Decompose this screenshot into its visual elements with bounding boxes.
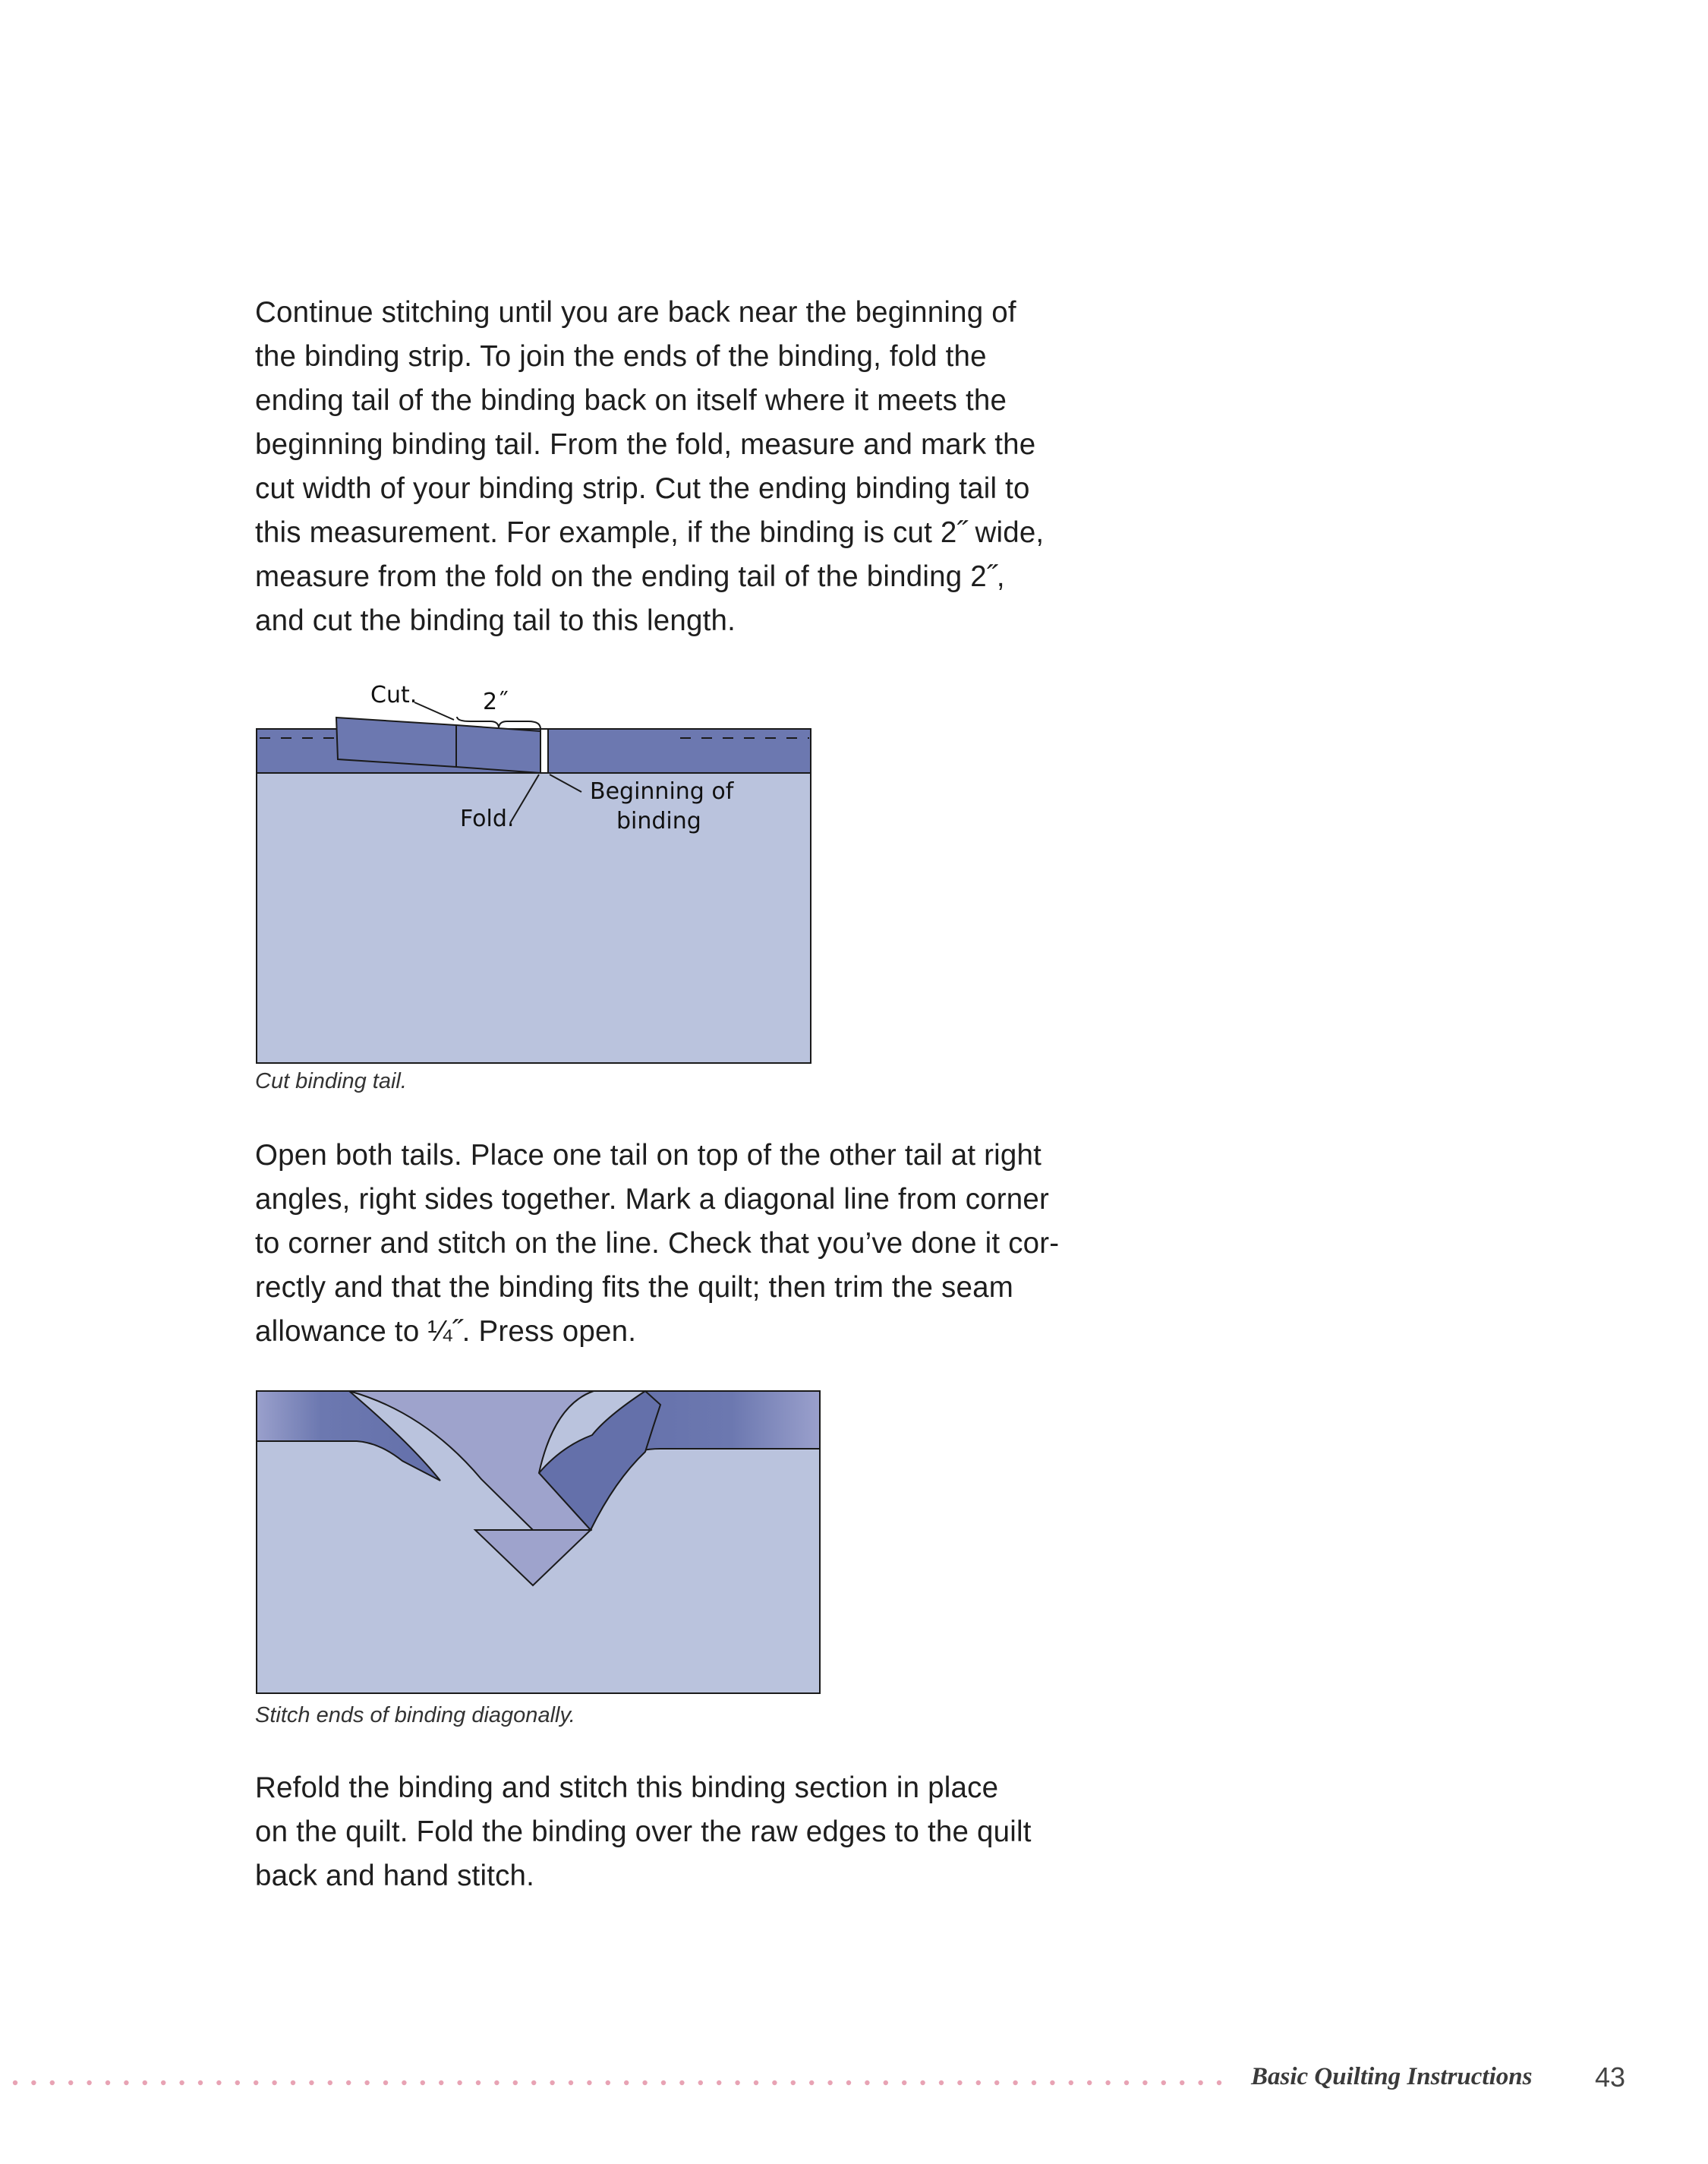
footer-dot bbox=[957, 2080, 962, 2085]
footer-dot bbox=[513, 2080, 518, 2085]
footer-dot bbox=[421, 2080, 425, 2085]
footer-dot bbox=[31, 2080, 36, 2085]
footer-dot bbox=[216, 2080, 221, 2085]
footer-dot bbox=[827, 2080, 832, 2085]
footer-dot bbox=[1180, 2080, 1184, 2085]
footer-dot bbox=[884, 2080, 888, 2085]
footer-dot bbox=[235, 2080, 240, 2085]
tail-gap bbox=[540, 729, 548, 773]
footer-dot bbox=[754, 2080, 758, 2085]
footer-dot bbox=[13, 2080, 17, 2085]
footer-dot bbox=[439, 2080, 443, 2085]
text-line: this measurement. For example, if the binding is cut 2˝ wide, bbox=[255, 516, 1045, 549]
paragraph-open-tails bbox=[255, 1134, 1075, 1354]
footer-dot bbox=[106, 2080, 110, 2085]
label-cut: Cut. bbox=[370, 682, 418, 708]
footer-dot bbox=[1217, 2080, 1221, 2085]
footer-dot bbox=[87, 2080, 91, 2085]
footer-dot bbox=[254, 2080, 258, 2085]
footer-dot bbox=[494, 2080, 499, 2085]
footer-dot-rule bbox=[12, 2078, 1227, 2087]
text-line: to corner and stitch on the line. Check that you’ve done it cor- bbox=[255, 1227, 1060, 1260]
footer-dot bbox=[1032, 2080, 1036, 2085]
footer-dot bbox=[457, 2080, 462, 2085]
footer-dot bbox=[642, 2080, 647, 2085]
label-measure: 2˝ bbox=[483, 689, 509, 715]
footer-dot bbox=[1198, 2080, 1202, 2085]
text-line: angles, right sides together. Mark a diagonal line from corner bbox=[255, 1183, 1050, 1216]
footer-dot bbox=[1142, 2080, 1147, 2085]
text-line: rectly and that the binding fits the quilt; then trim the seam bbox=[255, 1271, 1013, 1304]
footer-dot bbox=[772, 2080, 777, 2085]
footer-dot bbox=[198, 2080, 203, 2085]
figure-stitch-diagonally bbox=[251, 1382, 827, 1701]
footer-dot bbox=[735, 2080, 739, 2085]
footer-dot bbox=[531, 2080, 536, 2085]
footer-dot bbox=[179, 2080, 184, 2085]
paragraph-refold bbox=[255, 1766, 1075, 1898]
text-line: allowance to ¼˝. Press open. bbox=[255, 1315, 637, 1348]
text-line: Open both tails. Place one tail on top of the other tail at right bbox=[255, 1139, 1042, 1172]
text-line: ending tail of the binding back on itself where it meets the bbox=[255, 384, 1007, 417]
footer-dot bbox=[1124, 2080, 1129, 2085]
footer-dot bbox=[846, 2080, 851, 2085]
footer-dot bbox=[865, 2080, 869, 2085]
footer-dot bbox=[1069, 2080, 1073, 2085]
caption-stitch-diagonally: Stitch ends of binding diagonally. bbox=[255, 1703, 575, 1727]
footer-dot bbox=[364, 2080, 369, 2085]
footer-dot bbox=[569, 2080, 573, 2085]
footer-dot bbox=[50, 2080, 55, 2085]
text-line: back and hand stitch. bbox=[255, 1860, 535, 1892]
footer-dot bbox=[346, 2080, 351, 2085]
text-line: beginning binding tail. From the fold, measure and mark the bbox=[255, 428, 1036, 461]
footer-dot bbox=[791, 2080, 796, 2085]
page-number: 43 bbox=[1595, 2061, 1626, 2093]
footer-dot bbox=[994, 2080, 999, 2085]
footer-dot bbox=[587, 2080, 591, 2085]
caption-cut-binding-tail: Cut binding tail. bbox=[255, 1069, 407, 1093]
footer-dot bbox=[1013, 2080, 1017, 2085]
footer-dot bbox=[809, 2080, 814, 2085]
text-line: and cut the binding tail to this length. bbox=[255, 604, 736, 637]
footer-dot bbox=[291, 2080, 295, 2085]
footer-dot bbox=[550, 2080, 554, 2085]
footer-dot bbox=[1105, 2080, 1110, 2085]
footer-dot bbox=[920, 2080, 925, 2085]
footer-dot bbox=[476, 2080, 481, 2085]
footer-dot bbox=[679, 2080, 684, 2085]
text-line: cut width of your binding strip. Cut the ending binding tail to bbox=[255, 472, 1030, 505]
footer-dot bbox=[383, 2080, 388, 2085]
text-line: the binding strip. To join the ends of the binding, fold the bbox=[255, 340, 987, 373]
footer-dot bbox=[939, 2080, 944, 2085]
footer-dot bbox=[717, 2080, 721, 2085]
text-line: measure from the fold on the ending tail of the binding 2˝, bbox=[255, 560, 1005, 593]
footer-dot bbox=[698, 2080, 703, 2085]
text-line: Refold the binding and stitch this binding section in place bbox=[255, 1771, 999, 1804]
figure-cut-binding-tail bbox=[251, 668, 827, 1071]
label-fold: Fold. bbox=[460, 806, 515, 832]
text-line: on the quilt. Fold the binding over the raw edges to the quilt bbox=[255, 1815, 1032, 1848]
footer-dot bbox=[328, 2080, 332, 2085]
footer-dot bbox=[272, 2080, 276, 2085]
footer-dot bbox=[161, 2080, 165, 2085]
footer-dot bbox=[68, 2080, 73, 2085]
footer-dot bbox=[124, 2080, 128, 2085]
footer-dot bbox=[309, 2080, 314, 2085]
cut-leader bbox=[414, 702, 454, 720]
footer-dot bbox=[976, 2080, 981, 2085]
footer-dot bbox=[1050, 2080, 1054, 2085]
footer-dot bbox=[1161, 2080, 1166, 2085]
label-beginning-line2: binding bbox=[616, 808, 701, 834]
label-beginning-line1: Beginning of bbox=[590, 778, 734, 805]
paragraph-join-binding bbox=[255, 291, 1075, 643]
text-line: Continue stitching until you are back near the beginning of bbox=[255, 296, 1016, 329]
footer-dot bbox=[902, 2080, 906, 2085]
footer-dot bbox=[606, 2080, 610, 2085]
footer-dot bbox=[661, 2080, 666, 2085]
footer-dot bbox=[143, 2080, 147, 2085]
footer-section-title: Basic Quilting Instructions bbox=[1251, 2063, 1533, 2090]
footer-dot bbox=[1087, 2080, 1092, 2085]
footer-dot bbox=[402, 2080, 406, 2085]
footer-dot bbox=[624, 2080, 629, 2085]
